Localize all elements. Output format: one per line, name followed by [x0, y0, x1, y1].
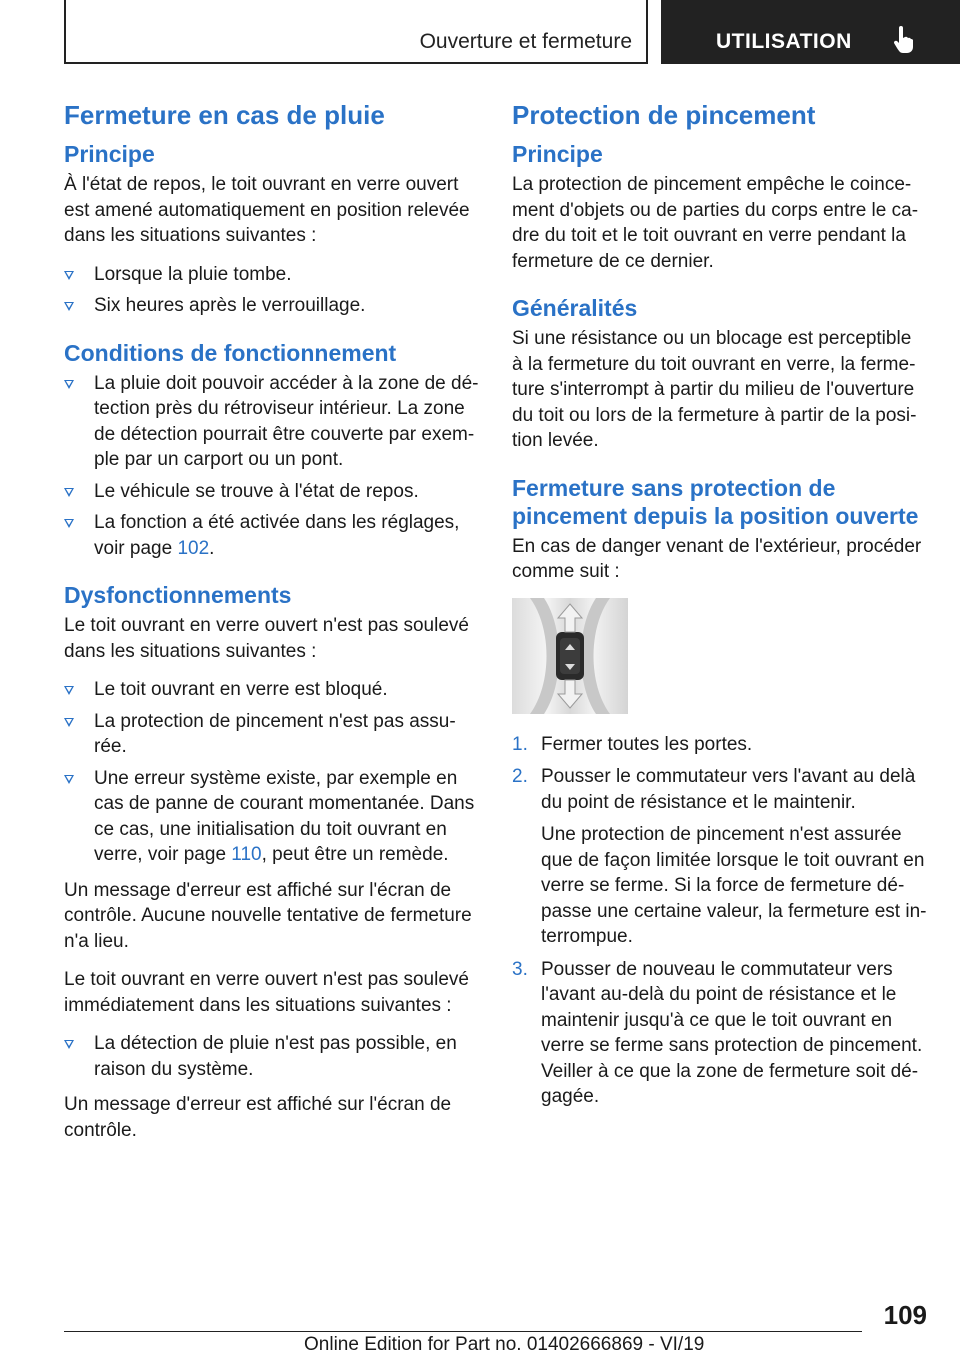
- page-number: 109: [883, 1300, 927, 1330]
- dysf-paragraph: Le toit ouvrant en verre ouvert n'est pas soulevé dans les situations suivantes :: [64, 615, 469, 662]
- heading-generalites: Généralités: [512, 295, 638, 321]
- page-link-110[interactable]: 110: [231, 844, 262, 865]
- heading-conditions: Conditions de fonctionnement: [64, 339, 397, 366]
- bullet-triangle-icon: [64, 488, 74, 497]
- bullet-triangle-icon: [64, 519, 74, 528]
- step-item: 3. Pousser de nouveau le commutateur vers l'avant au-delà du point de résistance et le maintenir jusqu'à ce que le toit ouvrant en verre se ferme sans protection de pincement. Veiller à ce que la zone de fermeture soit dégagée.: [512, 958, 923, 1107]
- sans-protection-paragraph: En cas de danger venant de l'extérieur, procéder comme suit :: [512, 535, 922, 582]
- pinch-principe-paragraph: La protection de pincement empêche le coincement d'objets ou de parties du corps entre le cadre du toit et le toit ouvrant en verre pendant la fermeture de ce dernier.: [512, 174, 919, 272]
- header-chapter-tab: [661, 0, 960, 64]
- step-item: 2. Pousser le commutateur vers l'avant au delà du point de résistance et le maintenir. Une protection de pincement n'est assurée que de façon limitée lorsque le toit ouvrant en verre se ferme. Si la force de fermeture dépasse une certaine valeur, la fermeture est interrompue.: [512, 764, 927, 950]
- pointing-hand-icon: [894, 26, 916, 54]
- heading-dysfonctionnements: Dysfonctionnements: [64, 582, 292, 608]
- step-number: 3.: [512, 958, 528, 980]
- bullet-triangle-icon: [64, 302, 74, 311]
- conditions-list: [64, 371, 479, 562]
- step-note: Une protection de pincement n'est assurée que de façon limitée lorsque le toit ouvrant en verre se ferme. Si la force de fermeture dépasse une certaine valeur, la fermeture est interrompue.: [541, 824, 927, 947]
- list-item: Le toit ouvrant en verre est bloqué.: [64, 677, 479, 703]
- heading-fermeture-sans-protection: Fermeture sans protection de pincement depuis la position ouverte: [512, 474, 919, 529]
- roof-switch-image: [512, 598, 628, 714]
- list-item: La protection de pincement n'est pas assurée.: [64, 709, 479, 760]
- heading-principe: Principe: [64, 141, 155, 167]
- roof-switch-illustration: [512, 598, 628, 714]
- step-number: 1.: [512, 733, 528, 755]
- header-chapter-label: UTILISATION: [716, 30, 852, 53]
- list-item: Le véhicule se trouve à l'état de repos.: [64, 479, 479, 505]
- bullet-triangle-icon: [64, 775, 74, 784]
- section-title-pinch: Protection de pincement: [512, 100, 816, 130]
- heading-principe-right: Principe: [512, 141, 603, 167]
- immediate-paragraph: Le toit ouvrant en verre ouvert n'est pas soulevé immédiatement dans les situations suivantes :: [64, 969, 469, 1016]
- left-column: [64, 100, 479, 1156]
- principe-paragraph: À l'état de repos, le toit ouvrant en verre ouvert est amené automatiquement en position relevée dans les situations suivantes :: [64, 174, 470, 246]
- error-message-paragraph-2: Un message d'erreur est affiché sur l'écran de contrôle.: [64, 1094, 452, 1141]
- bullet-triangle-icon: [64, 271, 74, 280]
- bullet-triangle-icon: [64, 1040, 74, 1049]
- section-title-rain: Fermeture en cas de pluie: [64, 100, 385, 130]
- principe-list: [64, 262, 479, 319]
- step-item: 1. Fermer toutes les portes.: [512, 732, 927, 758]
- list-item: La fonction a été activée dans les réglages, voir page 102.: [64, 510, 479, 561]
- page-link-102[interactable]: 102: [177, 537, 210, 559]
- step-number: 2.: [512, 766, 528, 787]
- bullet-triangle-icon: [64, 686, 74, 695]
- generalites-paragraph: Si une résistance ou un blocage est perceptible à la fermeture du toit ouvrant en verre, la fermeture s'interrompt à partir du milieu de l'ouverture du toit ou lors de la fermeture à partir de la position levée.: [512, 328, 917, 451]
- header-section-box: [64, 0, 648, 64]
- list-item: Six heures après le verrouillage.: [64, 293, 479, 319]
- immediate-list: [64, 1031, 479, 1082]
- procedure-steps: [512, 732, 927, 1110]
- list-item: Une erreur système existe, par exemple en cas de panne de courant momentanée. Dans ce cas, une initialisation du toit ouvrant en verre, voir page 110, peut être un remède.: [64, 766, 479, 868]
- bullet-triangle-icon: [64, 380, 74, 389]
- bullet-triangle-icon: [64, 718, 74, 727]
- list-item: La pluie doit pouvoir accéder à la zone de détection près du rétroviseur intérieur. La zone de détection pourrait être couverte par exemple par un carport ou un pont.: [64, 371, 479, 473]
- list-item: La détection de pluie n'est pas possible, en raison du système.: [64, 1031, 479, 1082]
- footer-divider: [64, 1331, 862, 1332]
- error-message-paragraph-1: Un message d'erreur est affiché sur l'écran de contrôle. Aucune nouvelle tentative de fermeture n'a lieu.: [64, 879, 472, 952]
- header-section-title: Ouverture et fermeture: [419, 30, 632, 53]
- list-item: Lorsque la pluie tombe.: [64, 262, 479, 288]
- right-column: [512, 100, 927, 1117]
- dysf-list: [64, 677, 479, 868]
- footer-edition: Online Edition for Part no. 01402666869 - VI/19: [304, 1334, 705, 1355]
